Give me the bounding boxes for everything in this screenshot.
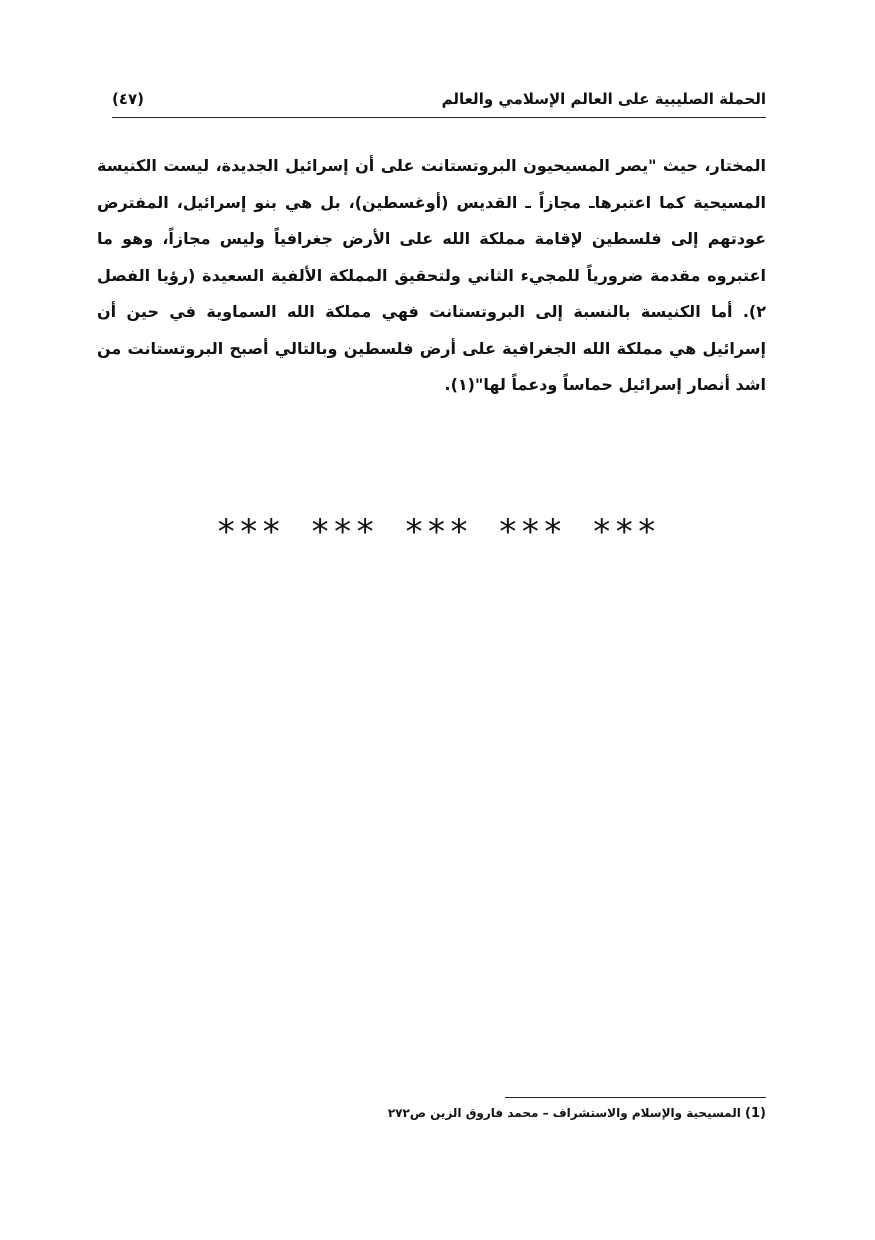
footnote-text: المسيحية والإسلام والاستشراف – محمد فاروق الزين ص٢٧٢ <box>387 1106 741 1120</box>
section-separator: *** *** *** *** *** <box>216 512 659 552</box>
running-title: الحملة الصليبية على العالم الإسلامي والعالم <box>441 90 766 108</box>
page-number: (٤٧) <box>112 90 145 108</box>
page-header <box>112 86 766 116</box>
body-paragraph: المختار، حيث "يصر المسيحيون البروتستانت على أن إسرائيل الجديدة، ليست الكنيسة المسيحية كما اعتبرهاـ مجازاً ـ القديس (أوغسطين)، بل هي بنو إسرائيل، المفترض عودتهم إلى فلسطين لإقامة مملكة الله على الأرض جغرافياً وليس مجازاً، وهو ما اعتبروه مقدمة ضرورياً للمجيء الثاني ولتحقيق المملكة الألفية السعيدة (رؤيا الفصل ٢). أما الكنيسة بالنسبة إلى البروتستانت فهي مملكة الله السماوية في حين أن إسرائيل هي مملكة الله الجغرافية على أرض فلسطين وبالتالي أصبح البروتستانت من اشد أنصار إسرائيل حماساً ودعماً لها"(١). <box>97 156 766 394</box>
header-rule <box>112 117 766 118</box>
footnote-rule <box>505 1097 766 1098</box>
footnote-marker: (1) <box>745 1106 766 1121</box>
footnote <box>300 1106 766 1121</box>
